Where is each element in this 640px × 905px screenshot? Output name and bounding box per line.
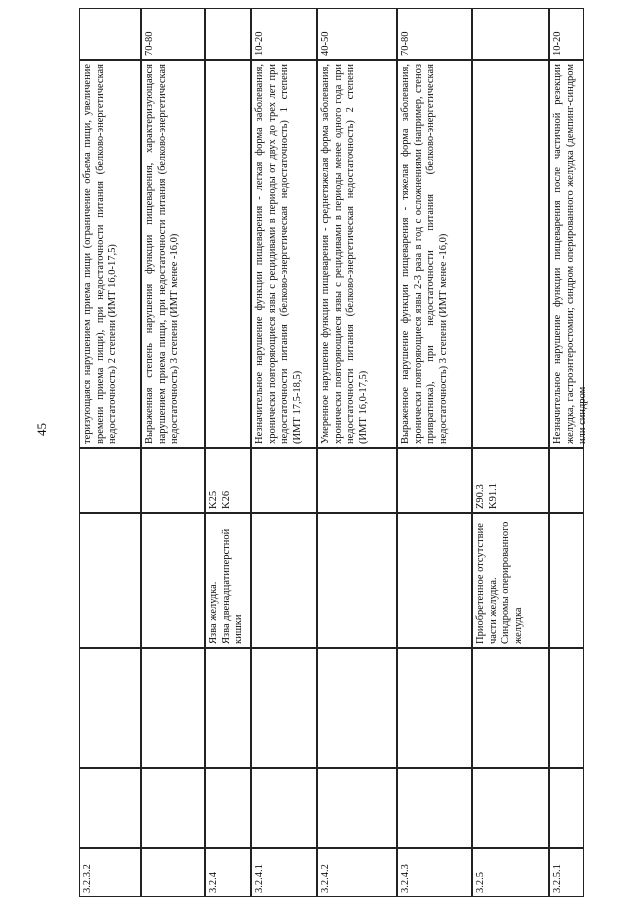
page-number: 45 [34, 423, 49, 436]
row-diagnosis-name [79, 513, 141, 648]
empty-cell [397, 768, 472, 848]
empty-cell [549, 768, 584, 848]
empty-cell [205, 648, 251, 768]
row-code: 3.2.4.2 [317, 848, 397, 897]
row-description [205, 60, 251, 448]
row-icd-code [397, 448, 472, 513]
row-diagnosis-name-line: Язва желудка. [208, 581, 219, 644]
empty-cell [251, 648, 317, 768]
criteria-grid [79, 8, 589, 897]
row-diagnosis-name [472, 513, 549, 648]
row-diagnosis-name [549, 513, 584, 648]
row-code: 3.2.5.1 [549, 848, 584, 897]
row-diagnosis-name [251, 513, 317, 648]
row-description: теризующаяся нарушением приема пищи (ограничение объема пищи, увеличение времени приема пищи), при недостаточности питания (белково-энергетическая недостаточность) 2 степени (ИМТ 16,0-17,5) [79, 60, 141, 448]
row-percent [79, 8, 141, 60]
row-diagnosis-name [141, 513, 205, 648]
empty-cell [79, 768, 141, 848]
row-percent: 70-80 [141, 8, 205, 60]
row-percent [472, 8, 549, 60]
row-icd-code [205, 448, 251, 513]
row-diagnosis-name [317, 513, 397, 648]
row-percent: 10-20 [549, 8, 584, 60]
row-icd-code [141, 448, 205, 513]
row-description: Незначительное нарушение функции пищеварения после частичной резекции желудка, гастроэнтеростомии; синдром оперированного желудка (демпинг-синдром или синдром [549, 60, 584, 448]
row-icd-code [79, 448, 141, 513]
empty-cell [141, 768, 205, 848]
row-diagnosis-name [205, 513, 251, 648]
row-diagnosis-name-line: Язва двенадцатиперстной кишки [220, 528, 245, 644]
empty-cell [472, 648, 549, 768]
empty-cell [79, 648, 141, 768]
row-diagnosis-name-line: Приобретенное отсутствие части желудка. [475, 523, 499, 644]
table-landscape [79, 8, 589, 897]
table-sheet [79, 8, 589, 897]
row-code: 3.2.4.1 [251, 848, 317, 897]
empty-cell [317, 648, 397, 768]
row-description [472, 60, 549, 448]
empty-cell [205, 768, 251, 848]
row-icd-code-line: K26 [220, 490, 232, 509]
row-code [141, 848, 205, 897]
row-icd-code-line: K25 [208, 490, 219, 509]
row-percent: 10-20 [251, 8, 317, 60]
row-percent [205, 8, 251, 60]
row-percent: 40-50 [317, 8, 397, 60]
row-diagnosis-name [397, 513, 472, 648]
row-description: Умеренное нарушение функции пищеварения - среднетяжелая форма заболевания, хронически повторяющиеся язвы с рецидивами в периоды менее одного года при недостаточности питания (белково-энергетическая недостаточность) 2 степени (ИМТ 16,0-17,5) [317, 60, 397, 448]
row-icd-code [472, 448, 549, 513]
empty-cell [397, 648, 472, 768]
empty-cell [549, 648, 584, 768]
row-icd-code-line: K91.1 [487, 483, 499, 509]
row-description: Выраженная степень нарушения функции пищеварения, характеризующаяся нарушением приема пищи, при недостаточности питания (белково-энергетическая недостаточность) 3 степени (ИМТ менее -16,0) [141, 60, 205, 448]
row-code: 3.2.4 [205, 848, 251, 897]
row-icd-code [317, 448, 397, 513]
empty-cell [251, 768, 317, 848]
row-description: Выраженное нарушение функции пищеварения - тяжелая форма заболевания, хронически повторяющиеся язвы 2-3 раза в год с осложнениями (например, стеноз привратника), при недостаточности питания (белково-энергетическая недостаточность) 3 степени (ИМТ менее -16,0) [397, 60, 472, 448]
row-icd-code [251, 448, 317, 513]
row-diagnosis-name-line: Синдромы оперированного желудка [500, 521, 524, 644]
row-percent: 70-80 [397, 8, 472, 60]
row-icd-code [549, 448, 584, 513]
row-code: 3.2.3.2 [79, 848, 141, 897]
empty-cell [141, 648, 205, 768]
row-icd-code-line: Z90.3 [475, 484, 486, 509]
row-code: 3.2.5 [472, 848, 549, 897]
row-code: 3.2.4.3 [397, 848, 472, 897]
row-description: Незначительное нарушение функции пищеварения - легкая форма заболевания, хронически повторяющиеся язвы с рецидивами в периоды от двух до трех лет при недостаточности питания (белково-энергетическая недостаточность) 1 степени (ИМТ 17,5-18,5) [251, 60, 317, 448]
empty-cell [472, 768, 549, 848]
empty-cell [317, 768, 397, 848]
